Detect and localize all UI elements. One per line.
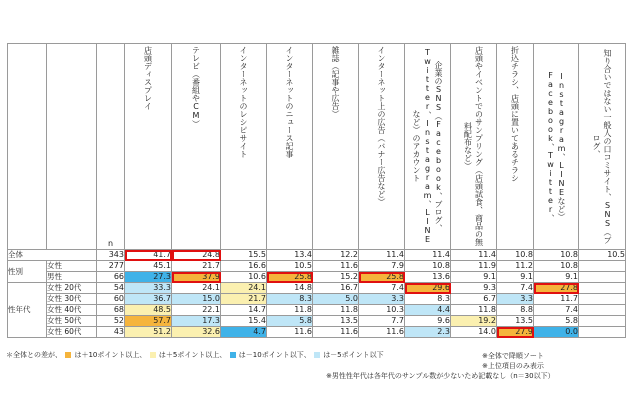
- n-header: n: [97, 44, 125, 250]
- column-header: [451, 44, 497, 250]
- value-cell: 11.4: [451, 250, 497, 261]
- column-header: [267, 44, 313, 250]
- row-label: 女性 20代: [47, 283, 97, 294]
- table-row: [8, 250, 626, 261]
- value-cell: 25.8: [359, 272, 405, 283]
- table-body: [8, 250, 626, 338]
- value-cell: 24.1: [221, 283, 267, 294]
- value-cell: 22.1: [172, 305, 221, 316]
- row-group-label: 性別: [8, 261, 47, 283]
- value-cell: [579, 272, 626, 283]
- table-row: [8, 272, 626, 283]
- value-cell: [579, 327, 626, 338]
- value-cell: 11.8: [451, 305, 497, 316]
- value-cell: 13.6: [405, 272, 451, 283]
- value-cell: 6.7: [451, 294, 497, 305]
- value-cell: 9.3: [451, 283, 497, 294]
- sample-size-cell: 343: [97, 250, 125, 261]
- value-cell: 9.1: [451, 272, 497, 283]
- top-items-note: ※上位項目のみ表示: [482, 362, 544, 370]
- value-cell: 4.4: [405, 305, 451, 316]
- column-header-label: 店頭やイベントでのサンプリング（店頭試食、商品の無料配布など）: [463, 46, 484, 246]
- value-cell: 9.1: [534, 272, 579, 283]
- column-header-label: インターネットのレシピサイト: [239, 46, 248, 158]
- value-cell: [579, 316, 626, 327]
- value-cell: 12.2: [313, 250, 359, 261]
- legend-swatch-up5: [150, 352, 156, 358]
- value-cell: 5.0: [313, 294, 359, 305]
- value-cell: [579, 283, 626, 294]
- column-header-label: インターネット上の広告（バナー広告など）: [377, 46, 386, 206]
- column-header: [405, 44, 451, 250]
- value-cell: 57.7: [125, 316, 172, 327]
- value-cell: 3.3: [497, 294, 534, 305]
- sample-size-cell: 52: [97, 316, 125, 327]
- table-row: [8, 305, 626, 316]
- row-label: 男性: [47, 272, 97, 283]
- value-cell: 4.7: [221, 327, 267, 338]
- value-cell: 0.0: [534, 327, 579, 338]
- value-cell: 10.5: [579, 250, 626, 261]
- column-header-label: インターネットのニュース記事: [285, 46, 294, 158]
- sample-size-cell: 43: [97, 327, 125, 338]
- value-cell: 15.2: [313, 272, 359, 283]
- value-cell: 7.7: [359, 316, 405, 327]
- color-legend: [6, 350, 384, 360]
- value-cell: 51.2: [125, 327, 172, 338]
- sample-size-cell: 54: [97, 283, 125, 294]
- value-cell: 27.8: [534, 283, 579, 294]
- header-corner: [8, 44, 47, 250]
- legend-dn10-text: は－10ポイント以下、: [238, 351, 311, 359]
- value-cell: 25.8: [267, 272, 313, 283]
- value-cell: [579, 261, 626, 272]
- value-cell: 41.7: [125, 250, 172, 261]
- value-cell: 13.4: [267, 250, 313, 261]
- column-header: [221, 44, 267, 250]
- column-header: [172, 44, 221, 250]
- value-cell: 2.3: [405, 327, 451, 338]
- value-cell: 7.4: [497, 283, 534, 294]
- sample-size-cell: 68: [97, 305, 125, 316]
- value-cell: 7.4: [534, 305, 579, 316]
- value-cell: 8.3: [267, 294, 313, 305]
- value-cell: 37.9: [172, 272, 221, 283]
- column-header-label: Instagram、LINEなど）Facebook、Twitter、: [546, 70, 566, 222]
- row-group-label: 性年代: [8, 283, 47, 338]
- column-header-label: 雑誌（記事や広告）: [331, 46, 340, 118]
- legend-up5-text: は＋5ポイント以上、: [158, 351, 227, 359]
- value-cell: 11.6: [313, 261, 359, 272]
- value-cell: 45.1: [125, 261, 172, 272]
- sample-size-cell: 277: [97, 261, 125, 272]
- sample-size-cell: 60: [97, 294, 125, 305]
- value-cell: 11.7: [534, 294, 579, 305]
- value-cell: 21.7: [221, 294, 267, 305]
- value-cell: 5.8: [534, 316, 579, 327]
- value-cell: 9.1: [497, 272, 534, 283]
- column-header: [125, 44, 172, 250]
- value-cell: 15.4: [221, 316, 267, 327]
- sort-note: ※全体で降順ソート: [482, 352, 544, 360]
- value-cell: 27.3: [125, 272, 172, 283]
- value-cell: 17.3: [172, 316, 221, 327]
- legend-prefix: ＊全体との差が、: [6, 351, 62, 359]
- value-cell: 19.2: [451, 316, 497, 327]
- value-cell: 10.6: [221, 272, 267, 283]
- table-row: [8, 294, 626, 305]
- value-cell: 48.5: [125, 305, 172, 316]
- column-header-label: 知り合いではない一般人の口コミサイト、SNS（ブログ、: [592, 48, 612, 244]
- value-cell: 32.6: [172, 327, 221, 338]
- header-corner-2: [47, 44, 97, 250]
- value-cell: 11.6: [359, 327, 405, 338]
- legend-swatch-dn5: [314, 352, 320, 358]
- column-header: [313, 44, 359, 250]
- table-row: [8, 316, 626, 327]
- value-cell: 15.0: [172, 294, 221, 305]
- value-cell: 5.8: [267, 316, 313, 327]
- row-label: 女性 40代: [47, 305, 97, 316]
- value-cell: 9.6: [405, 316, 451, 327]
- value-cell: 36.7: [125, 294, 172, 305]
- value-cell: 8.8: [497, 305, 534, 316]
- table-row: [8, 327, 626, 338]
- value-cell: 33.3: [125, 283, 172, 294]
- value-cell: 11.4: [405, 250, 451, 261]
- header-row: [8, 44, 626, 250]
- table-row: [8, 283, 626, 294]
- column-header-label: 折込チラシ、店頭に置いてあるチラシ: [510, 46, 520, 182]
- column-header: [579, 44, 626, 250]
- value-cell: 24.1: [172, 283, 221, 294]
- column-header: [497, 44, 534, 250]
- results-table: [7, 43, 626, 338]
- value-cell: 3.3: [359, 294, 405, 305]
- column-header: [359, 44, 405, 250]
- value-cell: 8.3: [405, 294, 451, 305]
- value-cell: [579, 305, 626, 316]
- value-cell: 7.4: [359, 283, 405, 294]
- value-cell: 13.5: [313, 316, 359, 327]
- male-note: ※男性性年代は各年代のサンプル数が少ないため記載なし（n＝30以下）: [326, 372, 555, 380]
- value-cell: 21.7: [172, 261, 221, 272]
- value-cell: 14.8: [267, 283, 313, 294]
- value-cell: 7.9: [359, 261, 405, 272]
- sample-size-cell: 66: [97, 272, 125, 283]
- row-group-label: 全体: [8, 250, 97, 261]
- row-label: 女性: [47, 261, 97, 272]
- value-cell: 16.6: [221, 261, 267, 272]
- value-cell: 13.5: [497, 316, 534, 327]
- value-cell: 11.6: [313, 327, 359, 338]
- table-row: [8, 261, 626, 272]
- row-label: 女性 30代: [47, 294, 97, 305]
- column-header-label: 店頭ディスプレイ: [143, 46, 153, 110]
- value-cell: 14.0: [451, 327, 497, 338]
- value-cell: [579, 294, 626, 305]
- value-cell: 10.8: [534, 261, 579, 272]
- value-cell: 11.8: [267, 305, 313, 316]
- row-label: 女性 50代: [47, 316, 97, 327]
- value-cell: 11.9: [451, 261, 497, 272]
- value-cell: 16.7: [313, 283, 359, 294]
- value-cell: 14.7: [221, 305, 267, 316]
- value-cell: 11.6: [267, 327, 313, 338]
- value-cell: 27.9: [497, 327, 534, 338]
- value-cell: 24.8: [172, 250, 221, 261]
- value-cell: 10.5: [267, 261, 313, 272]
- legend-up10-text: は＋10ポイント以上、: [74, 351, 147, 359]
- legend-swatch-up10: [65, 352, 71, 358]
- legend-dn5-text: は－5ポイント以下: [323, 351, 384, 359]
- value-cell: 10.8: [405, 261, 451, 272]
- value-cell: 11.8: [313, 305, 359, 316]
- value-cell: 11.4: [359, 250, 405, 261]
- value-cell: 29.6: [405, 283, 451, 294]
- value-cell: 10.8: [497, 250, 534, 261]
- column-header-label: 企業のSNS（Facebook、ブログ、Twitter、Instagram、LINEなど）のアカウント: [412, 48, 443, 244]
- column-header: [534, 44, 579, 250]
- column-header-label: テレビ（番組やCM）: [191, 46, 201, 128]
- legend-swatch-dn10: [230, 352, 236, 358]
- value-cell: 10.8: [534, 250, 579, 261]
- row-label: 女性 60代: [47, 327, 97, 338]
- value-cell: 15.5: [221, 250, 267, 261]
- value-cell: 10.3: [359, 305, 405, 316]
- value-cell: 11.2: [497, 261, 534, 272]
